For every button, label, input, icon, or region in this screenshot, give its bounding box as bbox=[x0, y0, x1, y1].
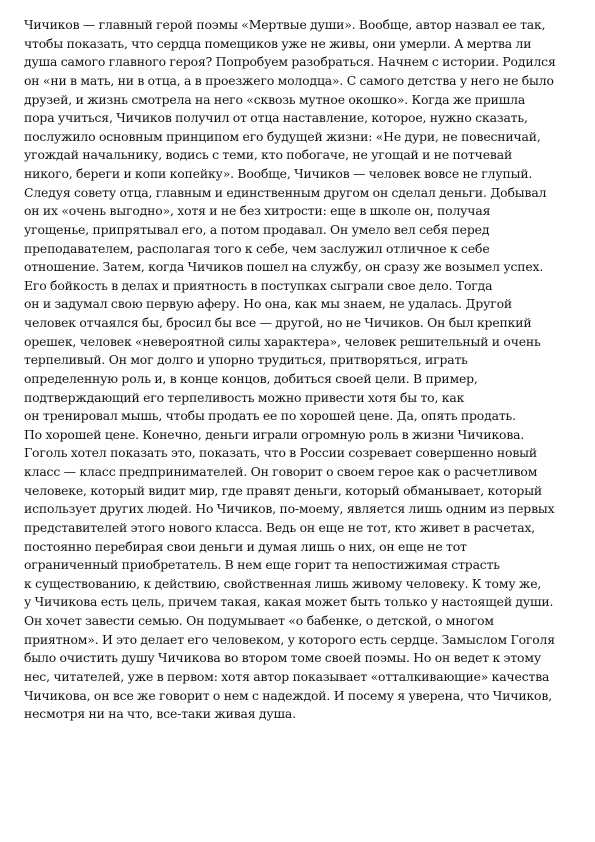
text-line: класс — класс предпринимателей. Он говорит о своем герое как о расчетливом bbox=[24, 464, 538, 479]
text-line: Он хочет завести семью. Он подумывает «о бабенке, о детской, о многом bbox=[24, 613, 494, 628]
text-line: он их «очень выгодно», хотя и не без хитрости: еще в школе он, получая bbox=[24, 203, 491, 219]
text-line: терпеливый. Он мог долго и упорно трудиться, притворяться, играть bbox=[24, 352, 468, 368]
text-line: определенную роль и, в конце концов, добиться своей цели. В пример, bbox=[24, 370, 478, 386]
text-line: постоянно перебирая свои деньги и думая лишь о них, он еще не тот bbox=[24, 538, 467, 554]
text-line: у Чичикова есть цель, причем такая, какая может быть только у настоящей души. bbox=[24, 594, 554, 610]
text-line: Чичиков — главный герой поэмы «Мертвые души». Вообще, автор назвал ее так, bbox=[24, 17, 546, 32]
text-line: к существованию, к действию, свойственная лишь живому человеку. К тому же, bbox=[24, 575, 542, 591]
text-line: друзей, и жизнь смотрела на него «сквозь мутное окошко». Когда же пришла bbox=[24, 91, 526, 107]
text-line: орешек, человек «невероятной силы характера», человек решительный и очень bbox=[24, 333, 541, 349]
text-line: отношение. Затем, когда Чичиков пошел на службу, он сразу же возымел успех. bbox=[24, 259, 544, 275]
text-line: человек отчаялся бы, бросил бы все — другой, но не Чичиков. Он был крепкий bbox=[24, 315, 532, 330]
text-line: он «ни в мать, ни в отца, а в проезжего молодца». С самого детства у него не было bbox=[24, 72, 554, 88]
text-line: Чичикова, он все же говорит о нем с надеждой. И посему я уверена, что Чичиков, bbox=[24, 687, 552, 703]
text-line: ограниченный приобретатель. В нем еще горит та непостижимая страсть bbox=[24, 557, 500, 573]
text-line: приятном». И это делает его человеком, у которого есть сердце. Замыслом Гоголя bbox=[24, 631, 555, 647]
text-line: использует других людей. Но Чичиков, по-моему, является лишь одним из первых bbox=[24, 501, 555, 517]
text-line: он и задумал свою первую аферу. Но она, как мы знаем, не удалась. Другой bbox=[24, 296, 513, 312]
text-line: По хорошей цене. Конечно, деньги играли огромную роль в жизни Чичикова. bbox=[24, 426, 525, 442]
text-line: он тренировал мышь, чтобы продать ее по хорошей цене. Да, опять продать. bbox=[24, 408, 516, 424]
essay-text bbox=[24, 16, 579, 724]
text-line: послужило основным принципом его будущей жизни: «Не дури, не повесничай, bbox=[24, 128, 541, 144]
text-line: угощенье, припрятывал его, а потом продавал. Он умело вел себя перед bbox=[24, 221, 490, 237]
text-line: преподавателем, располагая того к себе, чем заслужил отличное к себе bbox=[24, 240, 490, 256]
text-line: пора учиться, Чичиков получил от отца наставление, которое, нужно сказать, bbox=[24, 110, 528, 126]
text-line: нес, читателей, уже в первом: хотя автор показывает «отталкивающие» качества bbox=[24, 668, 550, 684]
text-line: Его бойкость в делах и приятность в поступках сыграли свое дело. Тогда bbox=[24, 277, 493, 293]
text-line: подтверждающий его терпеливость можно привести хотя бы то, как bbox=[24, 389, 465, 405]
text-line: Гоголь хотел показать это, показать, что в России созревает совершенно новый bbox=[24, 445, 537, 461]
text-line: чтобы показать, что сердца помещиков уже не живы, они умерли. А мертва ли bbox=[24, 35, 532, 51]
text-line: человеке, который видит мир, где правят деньги, который обманывает, который bbox=[24, 482, 543, 498]
text-line: представителей этого нового класса. Ведь он еще не тот, кто живет в расчетах, bbox=[24, 519, 536, 535]
text-line: было очистить душу Чичикова во втором томе своей поэмы. Но он ведет к этому bbox=[24, 650, 541, 666]
text-line: Следуя совету отца, главным и единственным другом он сделал деньги. Добывал bbox=[24, 184, 547, 200]
text-line: несмотря ни на что, все-таки живая душа. bbox=[24, 706, 296, 722]
text-line: никого, береги и копи копейку». Вообще, Чичиков — человек вовсе не глупый. bbox=[24, 166, 533, 181]
text-line: угождай начальнику, водись с теми, кто побогаче, не угощай и не потчевай bbox=[24, 147, 513, 163]
text-line: душа самого главного героя? Попробуем разобраться. Начнем с истории. Родился bbox=[24, 54, 556, 70]
